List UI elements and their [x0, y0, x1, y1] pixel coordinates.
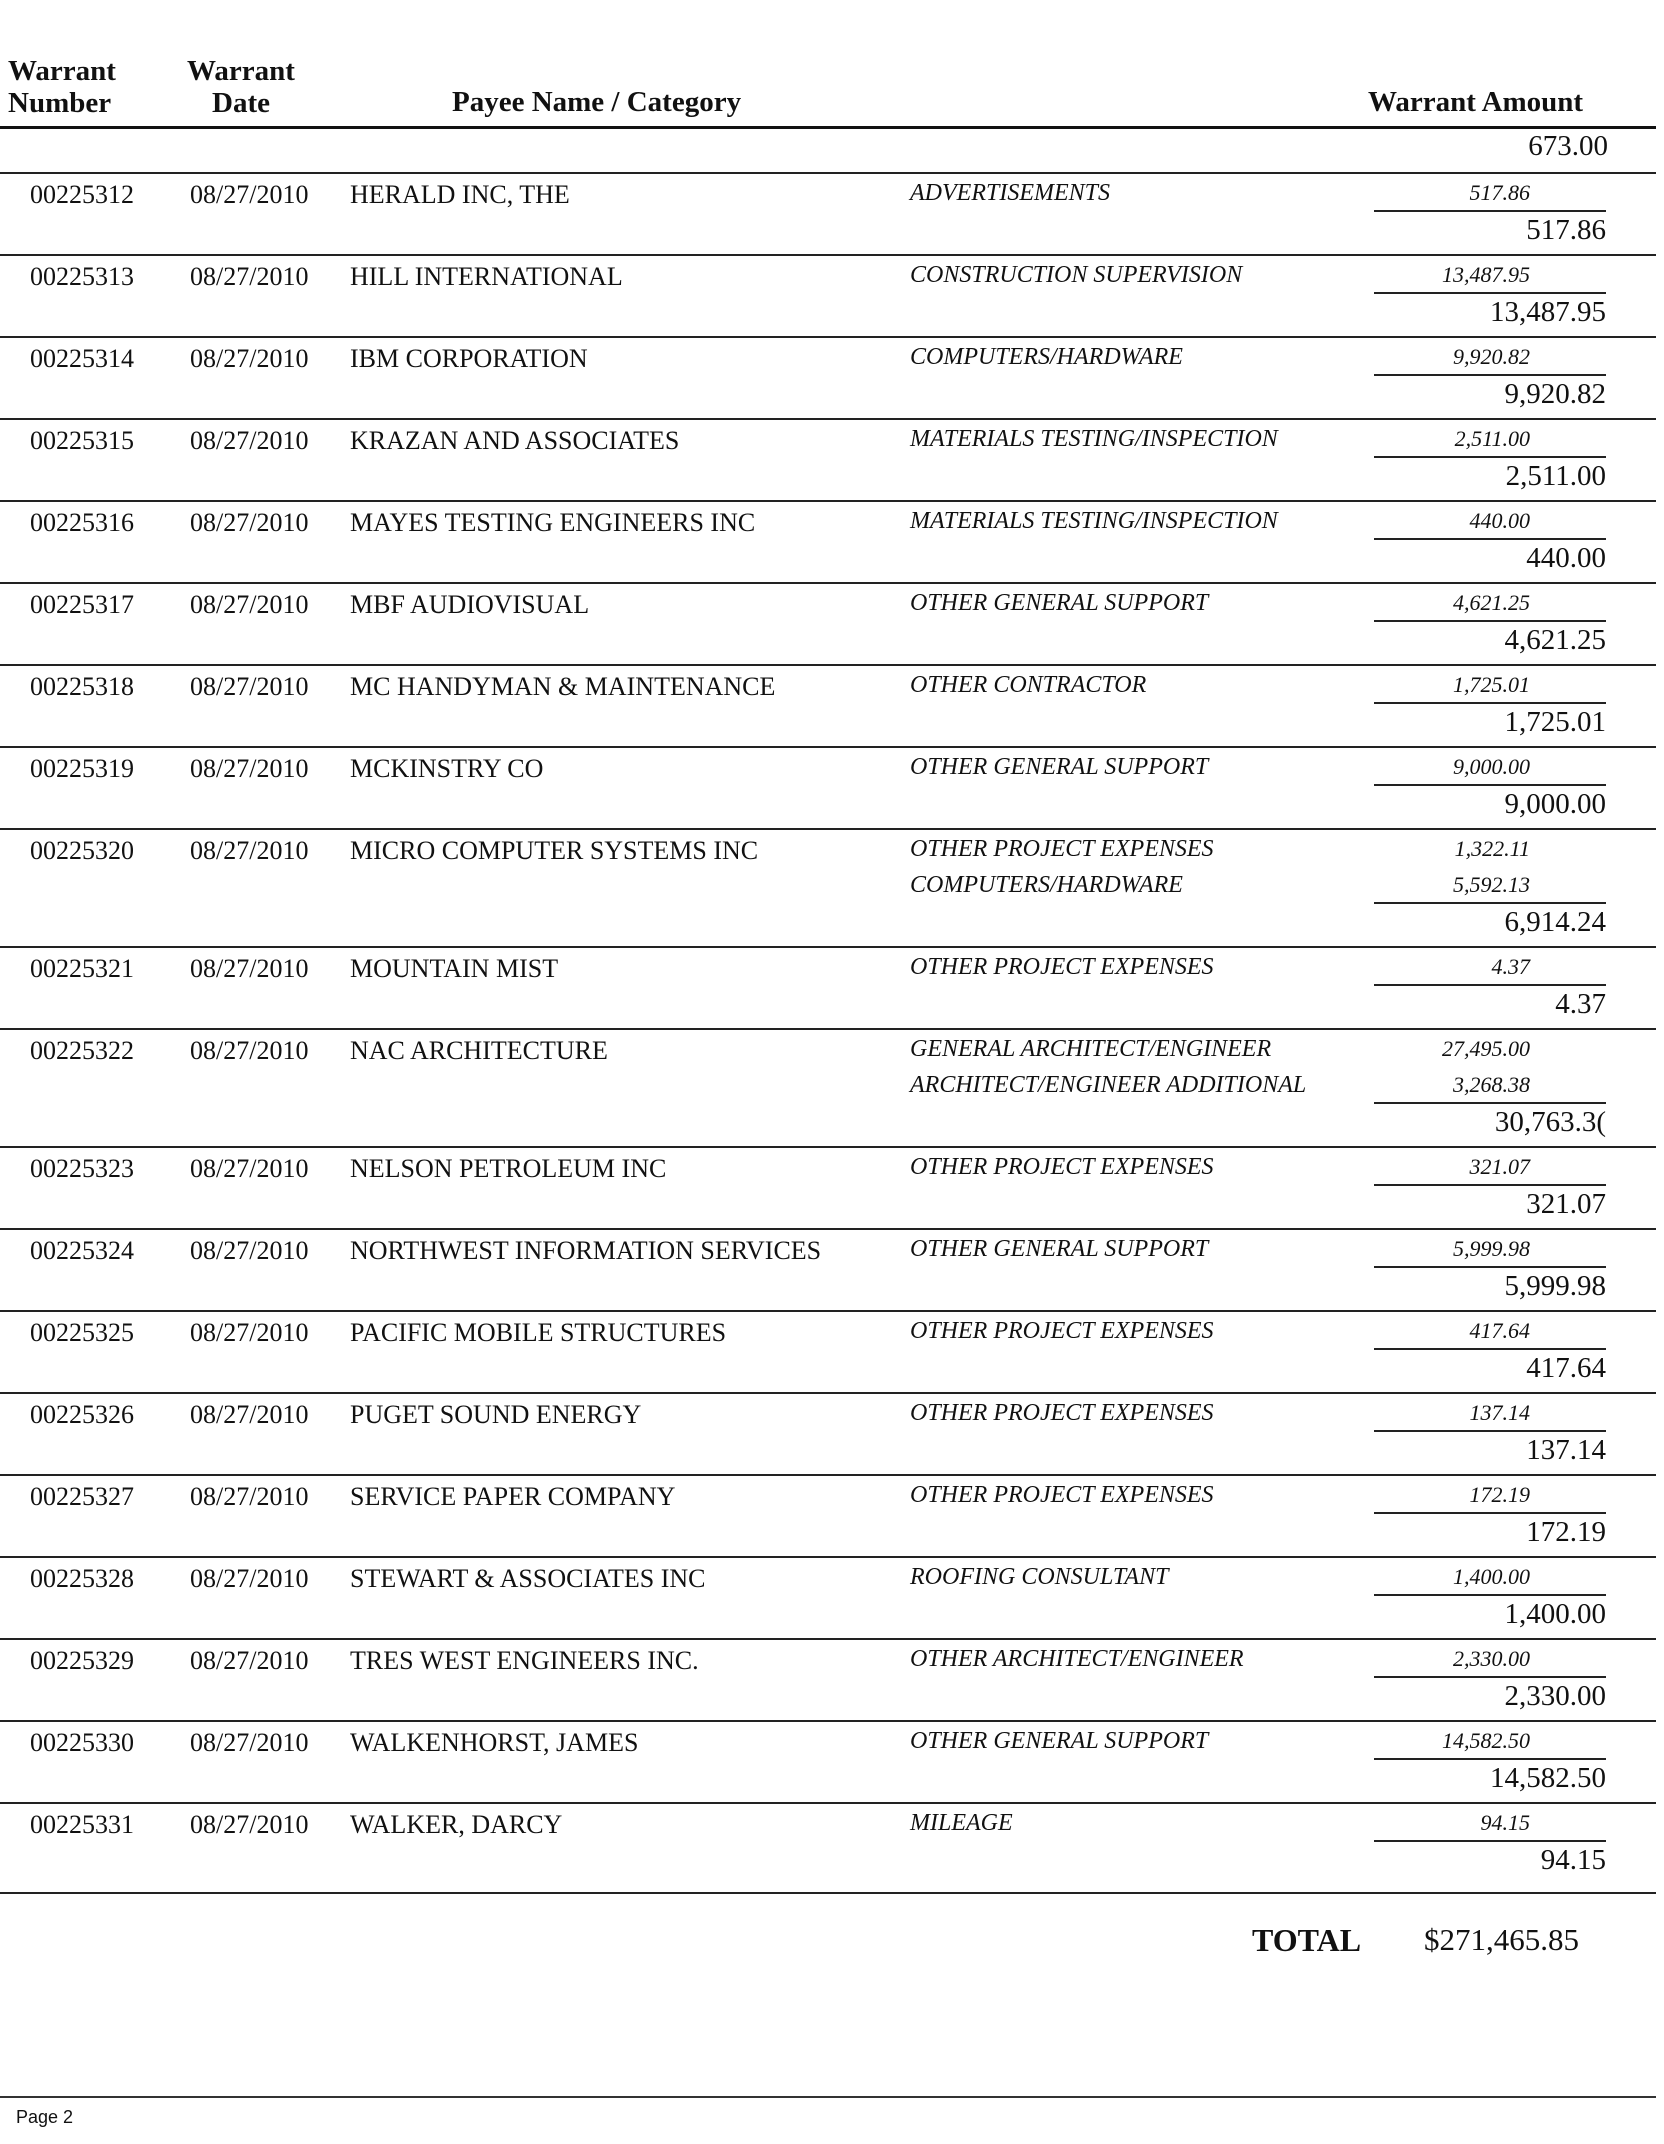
- warrant-number: 00225315: [30, 426, 134, 455]
- warrant-row: [0, 1802, 1656, 1884]
- row-divider: [0, 828, 1656, 830]
- category-amount: 2,330.00: [1453, 1646, 1530, 1671]
- warrant-date: 08/27/2010: [190, 262, 309, 291]
- category-amount: 27,495.00: [1442, 1036, 1530, 1061]
- category-label: ROOFING CONSULTANT: [910, 1564, 1169, 1590]
- warrant-amount: 13,487.95: [1490, 296, 1606, 328]
- payee-name: KRAZAN AND ASSOCIATES: [350, 426, 680, 455]
- subtotal-rule: [1374, 784, 1606, 786]
- payee-name: NORTHWEST INFORMATION SERVICES: [350, 1236, 822, 1265]
- category-label: OTHER PROJECT EXPENSES: [910, 1482, 1214, 1508]
- grand-total-amount: $271,465.85: [1424, 1922, 1579, 1957]
- category-amount: 13,487.95: [1442, 262, 1530, 287]
- warrant-amount: 9,920.82: [1504, 378, 1606, 410]
- warrant-date: 08/27/2010: [190, 180, 309, 209]
- subtotal-rule: [1374, 210, 1606, 212]
- category-label: OTHER GENERAL SUPPORT: [910, 1236, 1209, 1262]
- warrant-number: 00225318: [30, 672, 134, 701]
- category-amount: 5,999.98: [1453, 1236, 1530, 1261]
- category-amount: 3,268.38: [1453, 1072, 1530, 1097]
- warrant-date: 08/27/2010: [190, 1646, 309, 1675]
- warrant-row: [0, 1228, 1656, 1310]
- warrant-amount: 1,400.00: [1504, 1598, 1606, 1630]
- row-divider: [0, 582, 1656, 584]
- subtotal-rule: [1374, 1594, 1606, 1596]
- warrant-number: 00225314: [30, 344, 134, 373]
- payee-name: NELSON PETROLEUM INC: [350, 1154, 667, 1183]
- payee-name: WALKER, DARCY: [350, 1810, 563, 1839]
- category-label: COMPUTERS/HARDWARE: [910, 872, 1183, 898]
- warrant-amount: 9,000.00: [1504, 788, 1606, 820]
- payee-name: PUGET SOUND ENERGY: [350, 1400, 642, 1429]
- row-divider: [0, 1556, 1656, 1558]
- warrant-date: 08/27/2010: [190, 1728, 309, 1757]
- payee-name: MOUNTAIN MIST: [350, 954, 559, 983]
- row-divider: [0, 418, 1656, 420]
- warrant-amount: 30,763.3(: [1494, 1106, 1606, 1138]
- payee-name: MCKINSTRY CO: [350, 754, 544, 783]
- subtotal-rule: [1374, 1348, 1606, 1350]
- payee-name: NAC ARCHITECTURE: [350, 1036, 608, 1065]
- warrant-row: [0, 1474, 1656, 1556]
- category-amount: 1,725.01: [1453, 672, 1530, 697]
- category-label: OTHER GENERAL SUPPORT: [910, 754, 1209, 780]
- row-divider: [0, 1720, 1656, 1722]
- row-divider: [0, 746, 1656, 748]
- subtotal-rule: [1374, 1512, 1606, 1514]
- row-divider: [0, 1392, 1656, 1394]
- warrant-number: 00225327: [30, 1482, 134, 1511]
- row-divider: [0, 254, 1656, 256]
- warrant-row: [0, 746, 1656, 828]
- subtotal-rule: [1374, 1840, 1606, 1842]
- table-bottom-rule: [0, 1892, 1656, 1894]
- row-divider: [0, 1228, 1656, 1230]
- warrant-row: [0, 336, 1656, 418]
- subtotal-rule: [1374, 702, 1606, 704]
- subtotal-rule: [1374, 902, 1606, 904]
- warrant-number: 00225324: [30, 1236, 134, 1265]
- row-divider: [0, 1638, 1656, 1640]
- warrant-amount: 172.19: [1526, 1516, 1606, 1548]
- category-label: OTHER ARCHITECT/ENGINEER: [910, 1646, 1244, 1672]
- warrant-date: 08/27/2010: [190, 1318, 309, 1347]
- grand-total-label: TOTAL: [1252, 1922, 1362, 1958]
- warrant-date: 08/27/2010: [190, 672, 309, 701]
- category-amount: 417.64: [1469, 1318, 1530, 1343]
- category-label: OTHER PROJECT EXPENSES: [910, 954, 1214, 980]
- carried-forward-amount: 673.00: [1528, 130, 1608, 162]
- warrant-date: 08/27/2010: [190, 1400, 309, 1429]
- payee-name: TRES WEST ENGINEERS INC.: [350, 1646, 699, 1675]
- warrant-row: [0, 1556, 1656, 1638]
- warrant-amount: 14,582.50: [1490, 1762, 1606, 1794]
- payee-name: MAYES TESTING ENGINEERS INC: [350, 508, 756, 537]
- category-amount: 4.37: [1491, 954, 1530, 979]
- warrant-number: 00225319: [30, 754, 134, 783]
- warrant-row: [0, 1392, 1656, 1474]
- warrant-row: [0, 254, 1656, 336]
- category-label: MILEAGE: [910, 1810, 1013, 1836]
- warrant-date: 08/27/2010: [190, 1564, 309, 1593]
- payee-name: MC HANDYMAN & MAINTENANCE: [350, 672, 776, 701]
- row-divider: [0, 172, 1656, 174]
- warrant-row: [0, 664, 1656, 746]
- row-divider: [0, 1028, 1656, 1030]
- category-label: COMPUTERS/HARDWARE: [910, 344, 1183, 370]
- warrant-row: [0, 172, 1656, 254]
- subtotal-rule: [1374, 456, 1606, 458]
- payee-name: HERALD INC, THE: [350, 180, 570, 209]
- row-divider: [0, 500, 1656, 502]
- category-amount: 94.15: [1480, 1810, 1530, 1835]
- subtotal-rule: [1374, 984, 1606, 986]
- warrant-number: 00225313: [30, 262, 134, 291]
- warrant-date: 08/27/2010: [190, 1236, 309, 1265]
- warrant-row: [0, 1146, 1656, 1228]
- warrant-amount: 1,725.01: [1504, 706, 1606, 738]
- warrant-amount: 417.64: [1526, 1352, 1606, 1384]
- payee-name: MBF AUDIOVISUAL: [350, 590, 590, 619]
- category-label: OTHER PROJECT EXPENSES: [910, 1318, 1214, 1344]
- subtotal-rule: [1374, 1758, 1606, 1760]
- warrant-date: 08/27/2010: [190, 1154, 309, 1183]
- payee-name: IBM CORPORATION: [350, 344, 588, 373]
- warrant-number: 00225328: [30, 1564, 134, 1593]
- page-number: Page 2: [16, 2107, 74, 2127]
- category-label: GENERAL ARCHITECT/ENGINEER: [910, 1036, 1272, 1062]
- warrant-number: 00225316: [30, 508, 134, 537]
- payee-name: SERVICE PAPER COMPANY: [350, 1482, 676, 1511]
- warrant-amount: 517.86: [1526, 214, 1606, 246]
- warrant-date: 08/27/2010: [190, 954, 309, 983]
- header-warrant-date: [176, 55, 306, 119]
- category-amount: 14,582.50: [1442, 1728, 1530, 1753]
- category-amount: 2,511.00: [1454, 426, 1530, 451]
- payee-name: MICRO COMPUTER SYSTEMS INC: [350, 836, 759, 865]
- warrant-number: 00225330: [30, 1728, 134, 1757]
- subtotal-rule: [1374, 374, 1606, 376]
- warrant-date: 08/27/2010: [190, 754, 309, 783]
- category-label: OTHER GENERAL SUPPORT: [910, 590, 1209, 616]
- payee-name: HILL INTERNATIONAL: [350, 262, 623, 291]
- row-divider: [0, 1802, 1656, 1804]
- category-label: ADVERTISEMENTS: [910, 180, 1110, 206]
- category-amount: 4,621.25: [1453, 590, 1530, 615]
- warrant-number: 00225312: [30, 180, 134, 209]
- row-divider: [0, 1474, 1656, 1476]
- category-label: MATERIALS TESTING/INSPECTION: [910, 426, 1278, 452]
- category-label: OTHER PROJECT EXPENSES: [910, 1154, 1214, 1180]
- subtotal-rule: [1374, 292, 1606, 294]
- header-warrant-number: [8, 55, 116, 119]
- category-label: OTHER GENERAL SUPPORT: [910, 1728, 1209, 1754]
- warrant-number: 00225322: [30, 1036, 134, 1065]
- row-divider: [0, 1310, 1656, 1312]
- warrant-number: 00225321: [30, 954, 134, 983]
- subtotal-rule: [1374, 1430, 1606, 1432]
- warrant-row: [0, 828, 1656, 946]
- row-divider: [0, 946, 1656, 948]
- warrant-amount: 2,511.00: [1505, 460, 1606, 492]
- warrant-row: [0, 582, 1656, 664]
- warrant-row: [0, 1028, 1656, 1146]
- category-label: OTHER PROJECT EXPENSES: [910, 1400, 1214, 1426]
- subtotal-rule: [1374, 538, 1606, 540]
- category-amount: 137.14: [1469, 1400, 1530, 1425]
- warrant-row: [0, 1720, 1656, 1802]
- category-amount: 440.00: [1469, 508, 1530, 533]
- warrant-amount: 94.15: [1540, 1844, 1606, 1876]
- header-amount: Warrant Amount: [1368, 86, 1584, 118]
- warrant-row: [0, 946, 1656, 1028]
- warrant-row: [0, 500, 1656, 582]
- category-amount: 9,000.00: [1453, 754, 1530, 779]
- warrant-number: 00225323: [30, 1154, 134, 1183]
- category-label: OTHER CONTRACTOR: [910, 672, 1147, 698]
- warrant-row: [0, 1638, 1656, 1720]
- category-amount: 517.86: [1469, 180, 1530, 205]
- row-divider: [0, 1146, 1656, 1148]
- warrant-date: 08/27/2010: [190, 836, 309, 865]
- warrant-date: 08/27/2010: [190, 426, 309, 455]
- category-label: CONSTRUCTION SUPERVISION: [910, 262, 1243, 288]
- warrant-amount: 2,330.00: [1504, 1680, 1606, 1712]
- payee-name: PACIFIC MOBILE STRUCTURES: [350, 1318, 727, 1347]
- category-label: MATERIALS TESTING/INSPECTION: [910, 508, 1278, 534]
- row-divider: [0, 336, 1656, 338]
- category-label: ARCHITECT/ENGINEER ADDITIONAL: [910, 1072, 1307, 1098]
- warrant-amount: 440.00: [1526, 542, 1606, 574]
- subtotal-rule: [1374, 1266, 1606, 1268]
- subtotal-rule: [1374, 620, 1606, 622]
- warrant-row: [0, 418, 1656, 500]
- category-label: OTHER PROJECT EXPENSES: [910, 836, 1214, 862]
- warrant-number: 00225325: [30, 1318, 134, 1347]
- warrant-date: 08/27/2010: [190, 1810, 309, 1839]
- warrant-date: 08/27/2010: [190, 344, 309, 373]
- category-amount: 321.07: [1469, 1154, 1530, 1179]
- warrant-date: 08/27/2010: [190, 590, 309, 619]
- warrant-amount: 137.14: [1526, 1434, 1606, 1466]
- subtotal-rule: [1374, 1676, 1606, 1678]
- warrant-number: 00225320: [30, 836, 134, 865]
- header-warrant-date-text: Warrant Date: [187, 55, 295, 119]
- header-rule: [0, 126, 1656, 129]
- category-amount: 5,592.13: [1453, 872, 1530, 897]
- category-amount: 172.19: [1469, 1482, 1530, 1507]
- warrant-amount: 4,621.25: [1504, 624, 1606, 656]
- payee-name: WALKENHORST, JAMES: [350, 1728, 639, 1757]
- payee-name: STEWART & ASSOCIATES INC: [350, 1564, 706, 1593]
- warrant-number: 00225317: [30, 590, 134, 619]
- warrant-row: [0, 1310, 1656, 1392]
- warrant-number: 00225329: [30, 1646, 134, 1675]
- warrant-amount: 4.37: [1555, 988, 1606, 1020]
- warrant-date: 08/27/2010: [190, 508, 309, 537]
- warrant-amount: 5,999.98: [1504, 1270, 1606, 1302]
- header-payee: Payee Name / Category: [452, 86, 742, 118]
- category-amount: 9,920.82: [1453, 344, 1530, 369]
- category-amount: 1,322.11: [1454, 836, 1530, 861]
- row-divider: [0, 664, 1656, 666]
- subtotal-rule: [1374, 1184, 1606, 1186]
- warrant-number: 00225331: [30, 1810, 134, 1839]
- warrant-date: 08/27/2010: [190, 1482, 309, 1511]
- header-warrant-number-text: Warrant Number: [8, 55, 116, 119]
- footer-rule: [0, 2096, 1656, 2098]
- category-amount: 1,400.00: [1453, 1564, 1530, 1589]
- warrant-amount: 6,914.24: [1504, 906, 1606, 938]
- warrant-date: 08/27/2010: [190, 1036, 309, 1065]
- warrant-number: 00225326: [30, 1400, 134, 1429]
- subtotal-rule: [1374, 1102, 1606, 1104]
- warrant-amount: 321.07: [1526, 1188, 1606, 1220]
